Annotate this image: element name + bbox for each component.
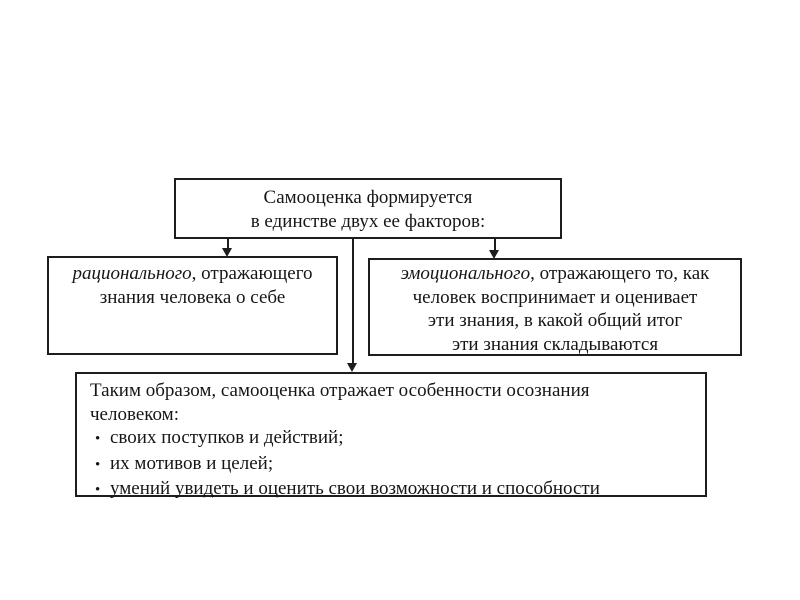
rational-factor-line-2: знания человека о себе — [99, 286, 286, 308]
thesis-line-2: в единстве двух ее факторов: — [250, 211, 486, 232]
bullet-icon: • — [95, 456, 101, 473]
thesis-line-1: Самооценка формируется — [263, 187, 473, 208]
rational-factor-box — [47, 256, 338, 355]
conclusion-heading-line-1: Таким образом, самооценка отражает особенности осознания — [90, 380, 590, 401]
emotional-factor-line-3: эти знания, в какой общий итог — [427, 310, 683, 331]
emotional-factor-box — [368, 258, 742, 356]
emotional-factor-line-2: человек воспринимает и оценивает — [412, 286, 698, 308]
conclusion-box — [75, 372, 707, 497]
rational-factor-line-1-rest: , отражающего — [191, 263, 313, 284]
emotional-factor-line-4: эти знания складываются — [451, 333, 659, 355]
emotional-factor-line-1 — [370, 262, 740, 286]
bullet-icon: • — [95, 431, 101, 447]
self-esteem-thesis-box — [174, 178, 562, 239]
bullet-text-motives: их мотивов и целей; — [110, 452, 274, 474]
bullet-text-abilities: умений увидеть и оценить свои возможности и способности — [110, 478, 600, 499]
rational-factor-term: рационального — [72, 263, 192, 284]
emotional-factor-term: эмоционального — [400, 263, 531, 284]
arrow-down-icon — [347, 363, 357, 372]
bullet-text-actions: своих поступков и действий; — [110, 427, 344, 448]
rational-factor-line-1 — [49, 262, 336, 286]
list-item — [90, 477, 699, 503]
bullet-icon: • — [95, 482, 101, 498]
list-item — [90, 452, 699, 478]
emotional-factor-line-1-rest: , отражающего то, как — [530, 263, 710, 284]
conclusion-heading-line-2: человеком: — [90, 403, 179, 425]
arrow-shaft — [352, 238, 354, 364]
list-item — [90, 426, 699, 452]
